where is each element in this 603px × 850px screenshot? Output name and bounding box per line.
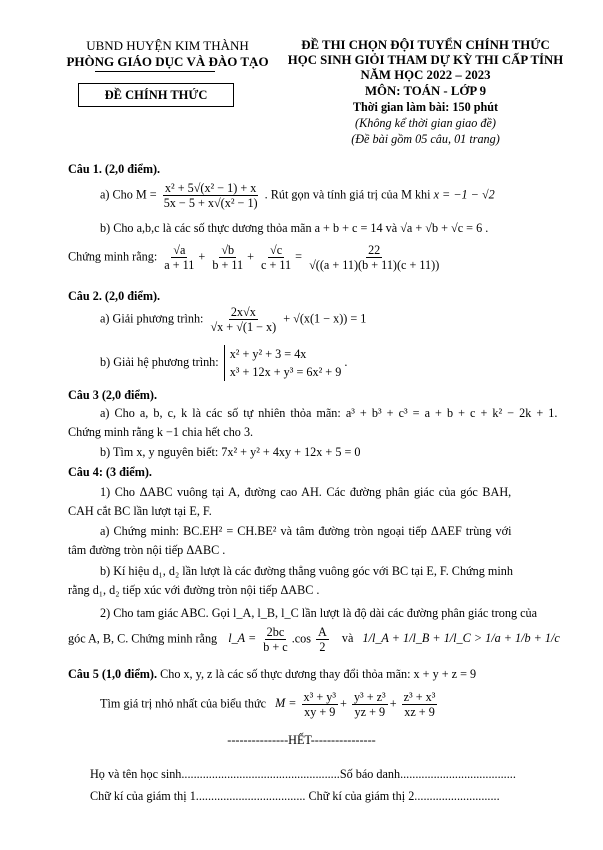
q4-title: Câu 4: (3 điểm). xyxy=(68,465,152,479)
q5-intro: Cho x, y, z là các số thực dương thay đổi thỏa mãn: x + y + z = 9 xyxy=(160,667,477,681)
q3b-line: b) Tìm x, y nguyên biết: 7x² + y² + 4xy + 12x + 5 = 0 xyxy=(100,445,361,459)
end-marker: ---------------HẾT---------------- xyxy=(227,733,376,747)
q4-p2-prefix: góc A, B, C. Chứng minh rằng xyxy=(68,631,218,646)
exam-title: ĐỀ THI CHỌN ĐỘI TUYỂN CHÍNH THỨC xyxy=(301,38,550,52)
q1-frac-c-num: √c xyxy=(270,243,283,257)
q4a-line2: tâm đường tròn nội tiếp ΔABC . xyxy=(68,543,226,557)
q1-prove-line: Chứng minh rằng: $\frac{√a}{a + 11}$ + $\frac{√b}{b + 11}$ + $\frac{√c}{c + 11}$ = $\frac{22}{√((a + 11)(b + 11)(c + 11))}$ xyxy=(68,243,440,272)
q2b-label: b) Giải hệ phương trình: xyxy=(100,354,219,369)
q4-p2-angle-num: A xyxy=(318,625,327,639)
q5-expression: Tìm giá trị nhỏ nhất của biểu thức M = $\frac{\text{x³ + y³}}{xy + 9}$ + $\frac{\text{y³ + z³}}{yz + 9}$ + $\frac{\text{z³ + x³}}{xz + 9}$ xyxy=(100,690,436,719)
q1-frac-b-den: b + 11 xyxy=(212,258,244,272)
q4-p2-num: 2bc xyxy=(266,625,285,639)
q5-term3-den: xz + 9 xyxy=(404,705,435,719)
q1b-line: b) Cho a,b,c là các số thực dương thỏa mãn a + b + c = 14 và √a + √b + √c = 6 . xyxy=(100,221,489,235)
department-underline xyxy=(95,71,215,72)
q1-frac-a-num: √a xyxy=(173,243,186,257)
district-name: UBND HUYỆN KIM THÀNH xyxy=(86,38,249,53)
q1-frac-b xyxy=(210,243,245,272)
q4-p2-line2 xyxy=(68,625,560,654)
q2b-end: . xyxy=(344,354,348,369)
q1-frac-b-num: √b xyxy=(221,243,235,257)
exam-subtitle: HỌC SINH GIỎI THAM DỰ KỲ THI CẤP TỈNH xyxy=(287,53,564,67)
q1a-denominator: 5x − 5 + x√(x² − 1) xyxy=(163,196,258,210)
q4-p2-fraction xyxy=(261,625,289,654)
q2b-eq1: x² + y² + 3 = 4x xyxy=(229,347,307,361)
q5-term1 xyxy=(302,690,338,719)
q2b-eq2: x³ + 12x + y³ = 6x² + 9 xyxy=(229,365,342,379)
q5-line xyxy=(68,667,476,682)
q4-p2-cos: .cos xyxy=(291,631,311,646)
q5-term3-num: z³ + x³ xyxy=(403,690,436,704)
q5-term1-den: xy + 9 xyxy=(304,705,336,719)
q1-rhs-num: 22 xyxy=(368,243,381,257)
q3a-line2: Chứng minh rằng k −1 chia hết cho 3. xyxy=(68,425,254,439)
q1a-condition: x = −1 − √2 xyxy=(433,187,495,202)
time-note: (Không kể thời gian giao đề) xyxy=(355,116,496,130)
q2a-num: 2x√x xyxy=(230,305,256,319)
q5-find: Tìm giá trị nhỏ nhất của biểu thức xyxy=(100,696,267,711)
q2a-line xyxy=(100,305,366,334)
q2b-system xyxy=(224,345,342,381)
school-year: NĂM HỌC 2022 – 2023 xyxy=(360,68,491,82)
q4-p1-line1: 1) Cho ΔABC vuông tại A, đường cao AH. Các đường phân giác của góc BAH, xyxy=(100,485,512,499)
q3a-line1: a) Cho a, b, c, k là các số tự nhiên thỏa mãn: a³ + b³ + c³ = a + b + c + k² − 2k + 1. xyxy=(100,406,558,420)
q4-p1-line2: CAH cắt BC lần lượt tại E, F. xyxy=(68,504,212,518)
q4-p2-line1: 2) Cho tam giác ABC. Gọi l_A, l_B, l_C lần lượt là độ dài các đường phân giác trong của xyxy=(100,606,538,620)
time-limit: Thời gian làm bài: 150 phút xyxy=(352,100,499,114)
q5-term2 xyxy=(352,690,388,719)
q1-frac-c xyxy=(259,243,293,272)
q5-m-lhs: M = xyxy=(275,696,297,711)
q5-term2-den: yz + 9 xyxy=(354,705,386,719)
q5-term2-num: y³ + z³ xyxy=(353,690,386,704)
q2a-fraction xyxy=(208,305,278,334)
proctor-signature-line: Chữ kí của giám thị 1.................................... Chữ kí của giám thị 2............................ xyxy=(90,789,500,803)
q2a-label: a) Giải phương trình: xyxy=(100,311,204,326)
q2a-rest: + √(x(1 − x)) = 1 xyxy=(283,311,367,326)
q1-rhs xyxy=(307,243,441,272)
q4-p2-angle xyxy=(316,625,329,654)
student-info-line: Họ và tên học sinh....................................................Số báo danh...................................... xyxy=(90,767,516,781)
q1-frac-a-den: a + 11 xyxy=(164,258,195,272)
page-note: (Đề bài gồm 05 câu, 01 trang) xyxy=(351,132,500,146)
q1a-suffix: . Rút gọn và tính giá trị của M khi xyxy=(264,187,431,202)
subject: MÔN: TOÁN - LỚP 9 xyxy=(364,84,487,98)
q2-title: Câu 2. (2,0 điểm). xyxy=(68,289,161,303)
q3-title: Câu 3 (2,0 điểm). xyxy=(68,388,158,402)
q5-term1-num: x³ + y³ xyxy=(303,690,337,704)
q1a-fraction xyxy=(162,181,260,210)
q4-p2-and: và xyxy=(341,631,354,646)
q4-p2-angle-den: 2 xyxy=(319,640,326,654)
q4b-line2: rằng d₁, d₂ tiếp xúc với đường tròn nội tiếp ΔABC . xyxy=(68,583,320,597)
q4a-line1: a) Chứng minh: BC.EH² = CH.BE² và tâm đường tròn ngoại tiếp ΔAEF trùng với xyxy=(100,524,512,538)
official-label: ĐỀ CHÍNH THỨC xyxy=(104,88,208,102)
q1-rhs-den: √((a + 11)(b + 11)(c + 11)) xyxy=(309,258,440,272)
q1-frac-c-den: c + 11 xyxy=(261,258,292,272)
q4-p2-den: b + c xyxy=(263,640,288,654)
q1-frac-a xyxy=(162,243,196,272)
q5-title: Câu 5 (1,0 điểm). xyxy=(68,667,158,681)
department-name: PHÒNG GIÁO DỤC VÀ ĐÀO TẠO xyxy=(66,54,269,69)
q1-title: Câu 1. (2,0 điểm). xyxy=(68,162,161,176)
q1a-line xyxy=(100,181,495,210)
q4-p2-la: l_A = xyxy=(228,631,257,646)
official-stamp-box xyxy=(78,83,234,107)
q2b-line xyxy=(100,345,347,381)
q5-term3 xyxy=(402,690,438,719)
q4-p2-inequality: 1/l_A + 1/l_B + 1/l_C > 1/a + 1/b + 1/c xyxy=(362,631,560,646)
q1a-numerator: x² + 5√(x² − 1) + x xyxy=(164,181,257,195)
q1a-prefix: a) Cho M = xyxy=(100,187,157,202)
q2a-den: √x + √(1 − x) xyxy=(210,320,277,334)
q1-prove-label: Chứng minh rằng: xyxy=(68,249,158,264)
q4b-line1: b) Kí hiệu d₁, d₂ lần lượt là các đường thẳng vuông góc với BC tại E, F. Chứng minh xyxy=(100,564,513,578)
